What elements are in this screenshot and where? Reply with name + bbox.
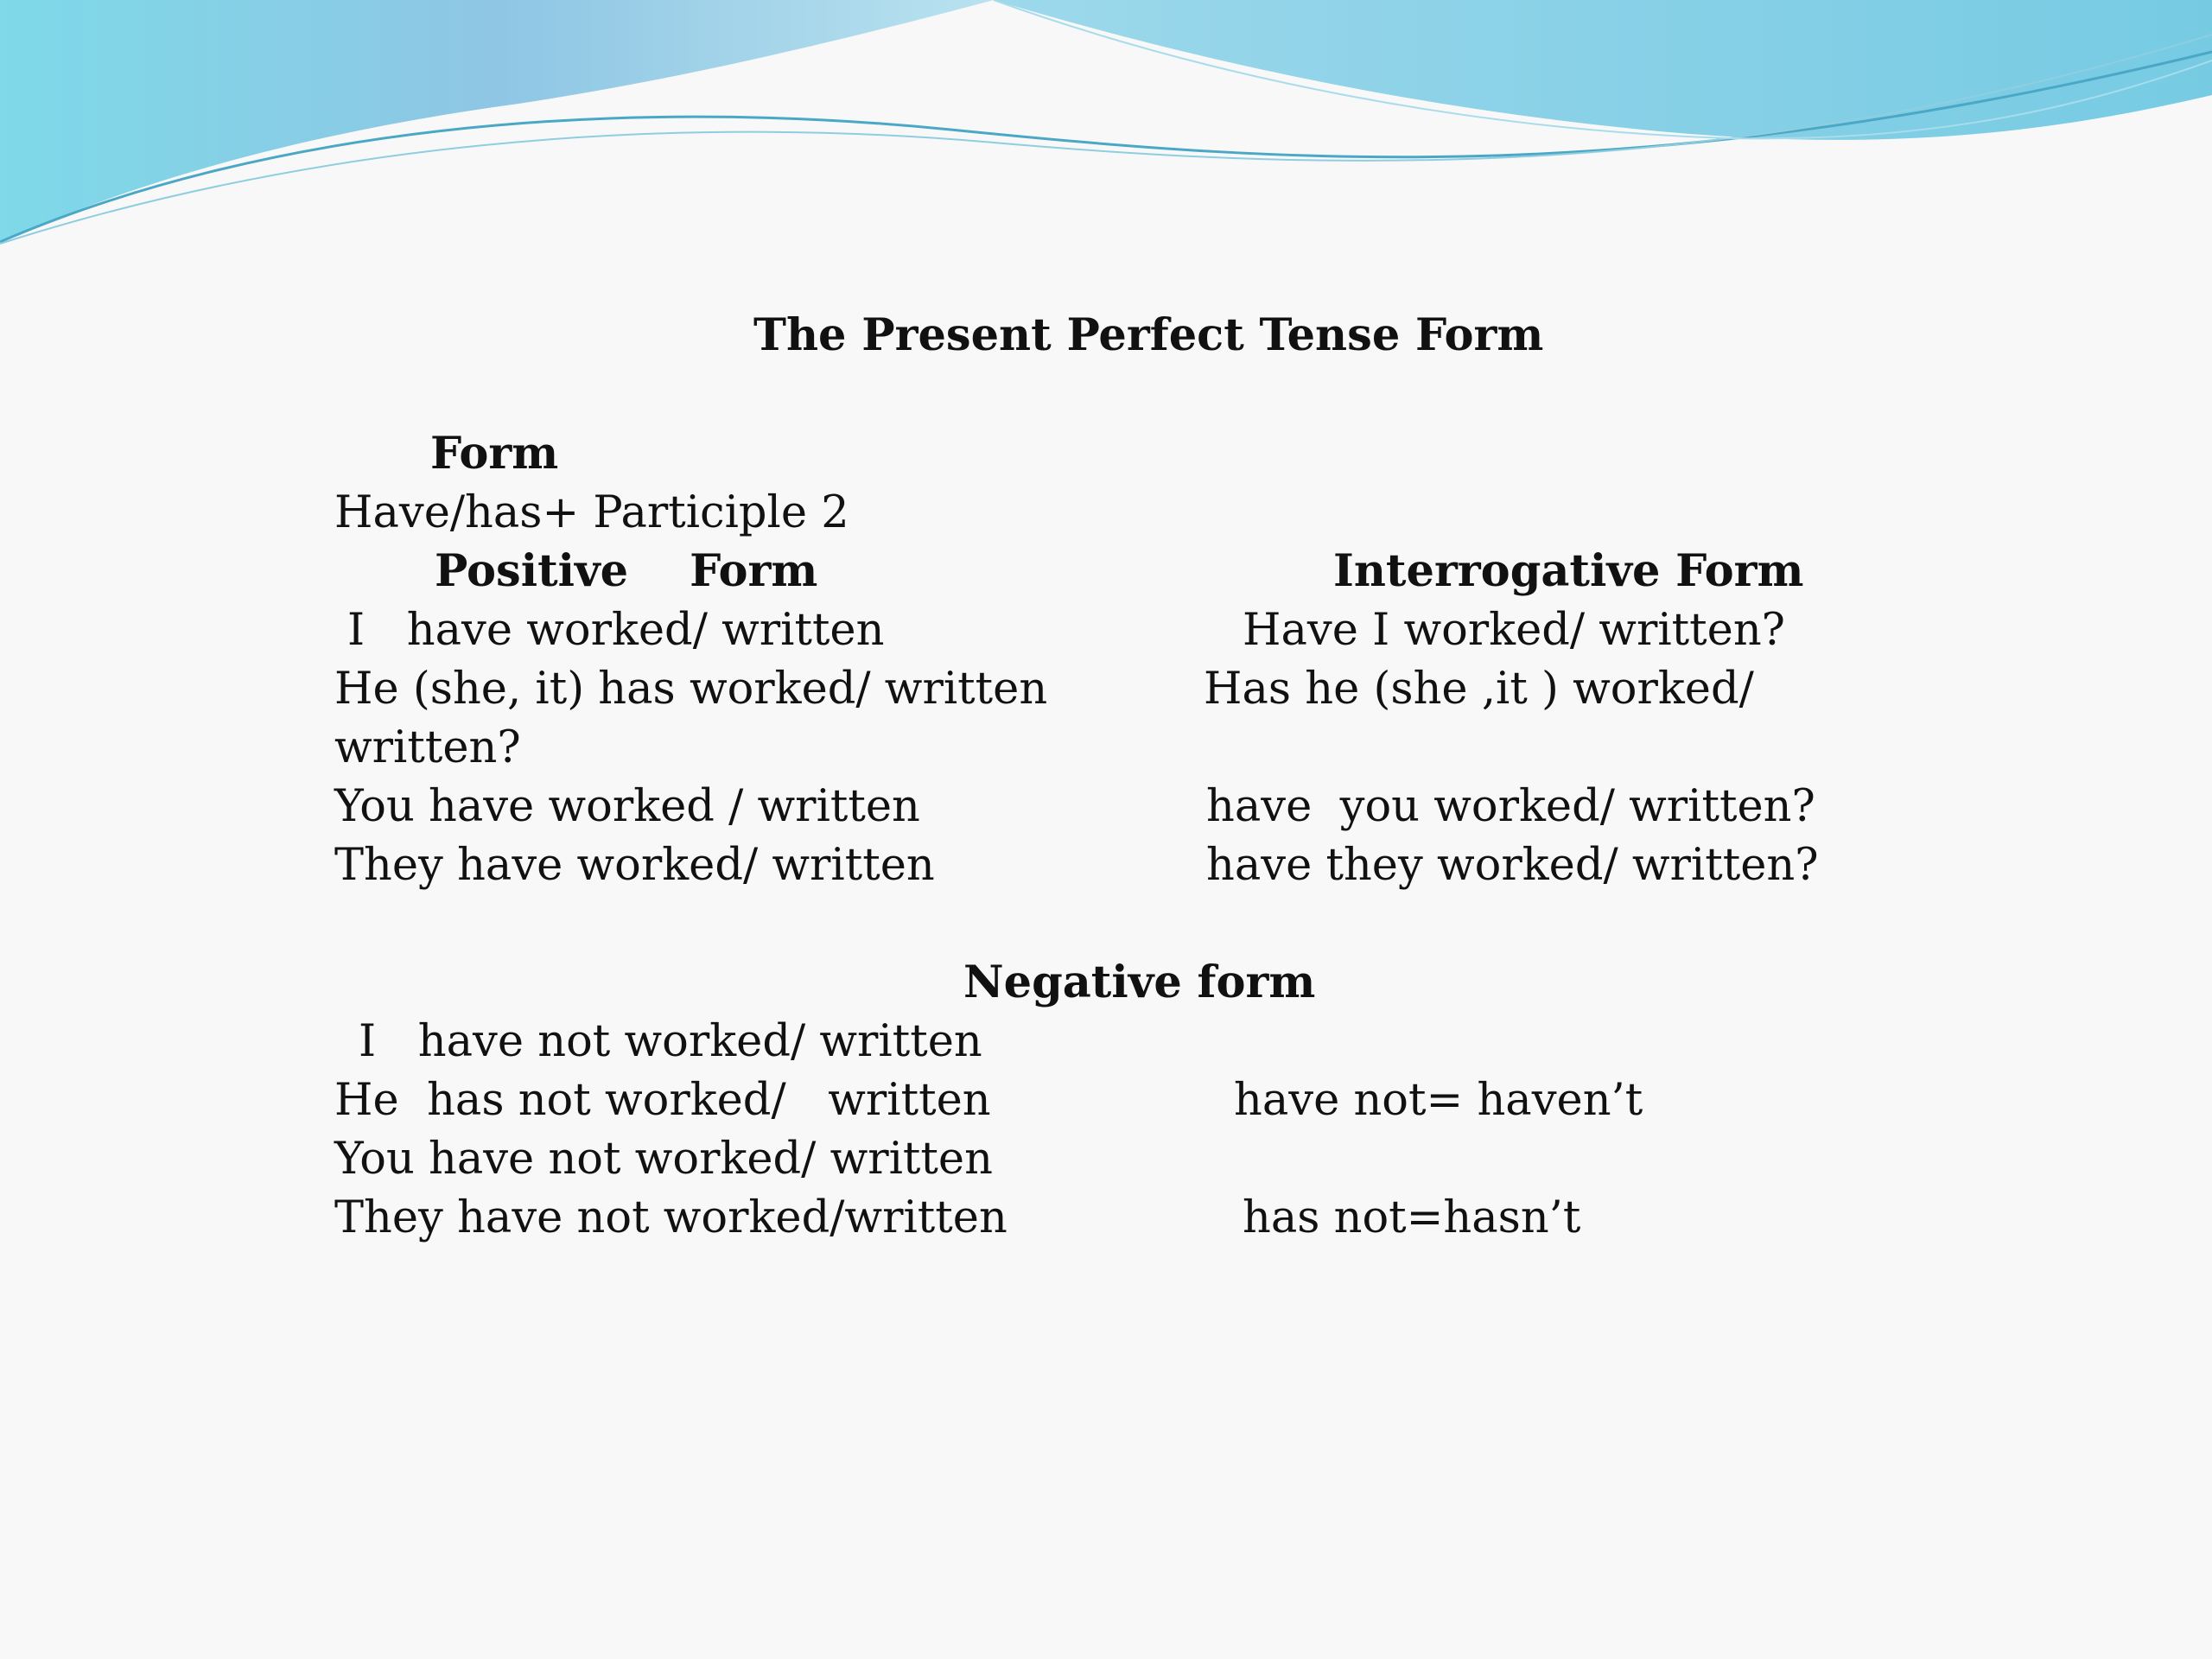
interrogative-line: Have I worked/ written?: [1243, 605, 1786, 656]
interrogative-line: written?: [334, 722, 521, 773]
interrogative-form-heading: Interrogative Form: [1333, 545, 1804, 597]
negative-form-heading: Negative form: [963, 957, 1316, 1008]
page-title: The Present Perfect Tense Form: [753, 309, 1544, 361]
positive-line: He (she, it) has worked/ written: [334, 664, 1048, 715]
positive-line: They have worked/ written: [334, 840, 935, 891]
form-heading: Form: [430, 428, 559, 480]
negative-line: They have not worked/written: [334, 1192, 1007, 1243]
interrogative-line: Has he (she ,it ) worked/: [1204, 664, 1754, 715]
interrogative-line: have you worked/ written?: [1206, 781, 1815, 832]
negative-line: You have not worked/ written: [334, 1134, 993, 1185]
form-formula: Have/has+ Participle 2: [334, 487, 849, 538]
interrogative-line: have they worked/ written?: [1206, 840, 1819, 891]
contraction-note: has not=hasn’t: [1243, 1192, 1581, 1243]
positive-form-heading: Positive Form: [435, 545, 818, 597]
contraction-note: have not= haven’t: [1234, 1075, 1643, 1126]
positive-line: You have worked / written: [334, 781, 920, 832]
decorative-wave-banner: [0, 0, 2212, 259]
negative-line: I have not worked/ written: [359, 1016, 982, 1067]
positive-line: I have worked/ written: [347, 605, 885, 656]
negative-line: He has not worked/ written: [334, 1075, 991, 1126]
